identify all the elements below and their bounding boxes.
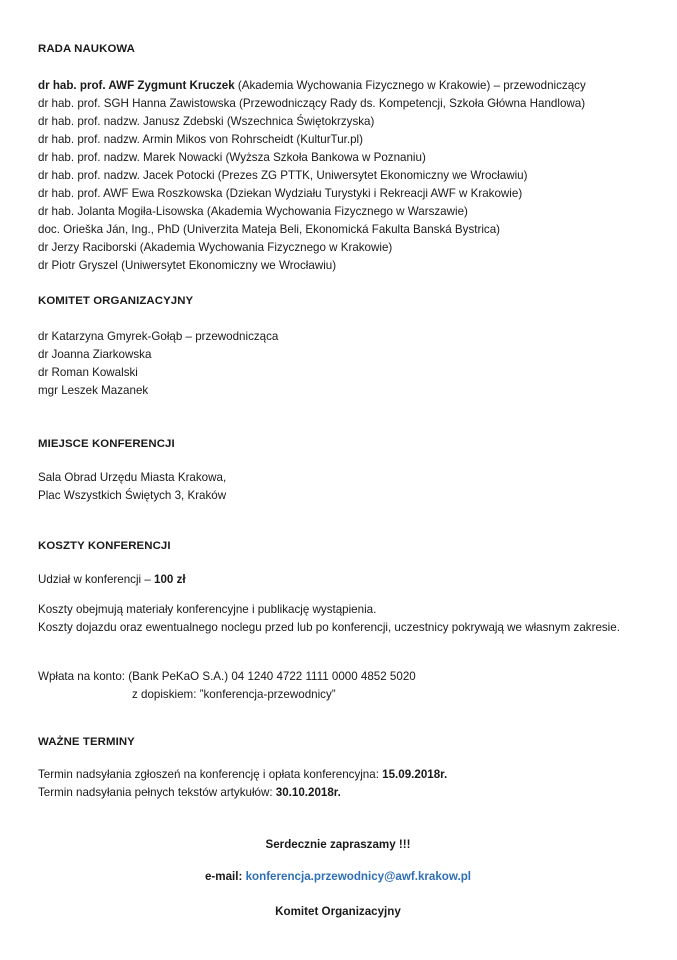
fee-value: 100 zł: [154, 573, 186, 586]
rada-chair-name: dr hab. prof. AWF Zygmunt Kruczek: [38, 79, 235, 92]
rada-member: dr hab. prof. nadzw. Armin Mikos von Rohrscheidt (KulturTur.pl): [38, 133, 363, 146]
venue-address: [38, 469, 638, 505]
rada-chair: [38, 77, 638, 95]
rada-member: dr hab. prof. SGH Hanna Zawistowska (Przewodniczący Rady ds. Kompetencji, Szkoła Główna Handlowa): [38, 97, 586, 110]
signature: Komitet Organizacyjny: [275, 905, 401, 918]
email-label: e-mail:: [204, 870, 246, 883]
payment-info: [38, 668, 638, 704]
deadlines-list: [38, 766, 638, 802]
deadline-date: 15.09.2018r.: [382, 768, 448, 781]
venue-line: Sala Obrad Urzędu Miasta Krakowa,: [38, 471, 227, 484]
heading-komitet-organizacyjny: KOMITET ORGANIZACYJNY: [38, 295, 194, 307]
heading-koszty-konferencji: KOSZTY KONFERENCJI: [38, 540, 171, 552]
document-page: [38, 0, 638, 960]
komitet-member: dr Katarzyna Gmyrek-Gołąb – przewodnicząca: [38, 330, 279, 343]
rada-member: dr Piotr Gryszel (Uniwersytet Ekonomiczny we Wrocławiu): [38, 259, 337, 272]
rada-member: dr hab. prof. nadzw. Janusz Zdebski (Wszechnica Świętokrzyska): [38, 115, 375, 128]
rada-chair-affiliation: (Akademia Wychowania Fizycznego w Krakowie) – przewodniczący: [234, 79, 586, 92]
heading-wazne-terminy: WAŻNE TERMINY: [38, 736, 135, 748]
rada-member: dr hab. prof. nadzw. Marek Nowacki (Wyższa Szkoła Bankowa w Poznaniu): [38, 151, 426, 164]
rada-member: dr hab. prof. AWF Ewa Roszkowska (Dziekan Wydziału Turystyki i Rekreacji AWF w Krakowie): [38, 187, 523, 200]
email-link[interactable]: konferencja.przewodnicy@awf.krakow.pl: [245, 870, 471, 883]
deadline-item: [38, 766, 638, 784]
deadline-label: Termin nadsyłania pełnych tekstów artykułów:: [38, 786, 276, 799]
heading-miejsce-konferencji: MIEJSCE KONFERENCJI: [38, 438, 175, 450]
komitet-member: dr Roman Kowalski: [38, 366, 138, 379]
fee-line: [38, 571, 638, 589]
rada-member: dr hab. prof. nadzw. Jacek Potocki (Prezes ZG PTTK, Uniwersytet Ekonomiczny we Wrocławiu): [38, 169, 528, 182]
rada-member: doc. Orieška Ján, Ing., PhD (Univerzita Mateja Beli, Ekonomická Fakulta Banská Bystrica): [38, 223, 501, 236]
heading-rada-naukowa: RADA NAUKOWA: [38, 43, 135, 55]
account-line: Wpłata na konto: (Bank PeKaO S.A.) 04 1240 4722 1111 0000 4852 5020: [38, 670, 416, 683]
rada-member: dr hab. Jolanta Mogiła-Lisowska (Akademia Wychowania Fizycznego w Warszawie): [38, 205, 468, 218]
rada-naukowa-list: [38, 77, 638, 275]
rada-member: dr Jerzy Raciborski (Akademia Wychowania Fizycznego w Krakowie): [38, 241, 393, 254]
cost-note-2: Koszty dojazdu oraz ewentualnego noclegu przed lub po konferencji, uczestnicy pokrywają we własnym zakresie.: [38, 621, 620, 634]
deadline-label: Termin nadsyłania zgłoszeń na konferencję i opłata konferencyjna:: [38, 768, 383, 781]
komitet-member: mgr Leszek Mazanek: [38, 384, 149, 397]
conference-fee: [38, 571, 638, 589]
komitet-member: dr Joanna Ziarkowska: [38, 348, 152, 361]
deadline-item: [38, 784, 638, 802]
fee-label: Udział w konferencji –: [38, 573, 154, 586]
venue-line: Plac Wszystkich Świętych 3, Kraków: [38, 489, 227, 502]
komitet-list: [38, 328, 638, 400]
cost-notes: [38, 601, 638, 637]
invitation-text: Serdecznie zapraszamy !!!: [265, 838, 411, 851]
deadline-date: 30.10.2018r.: [275, 786, 341, 799]
cost-note-1: Koszty obejmują materiały konferencyjne i publikację wystąpienia.: [38, 603, 377, 616]
account-note: z dopiskiem: ”konferencja-przewodnicy”: [132, 688, 336, 701]
contact-email-line: [38, 868, 638, 886]
